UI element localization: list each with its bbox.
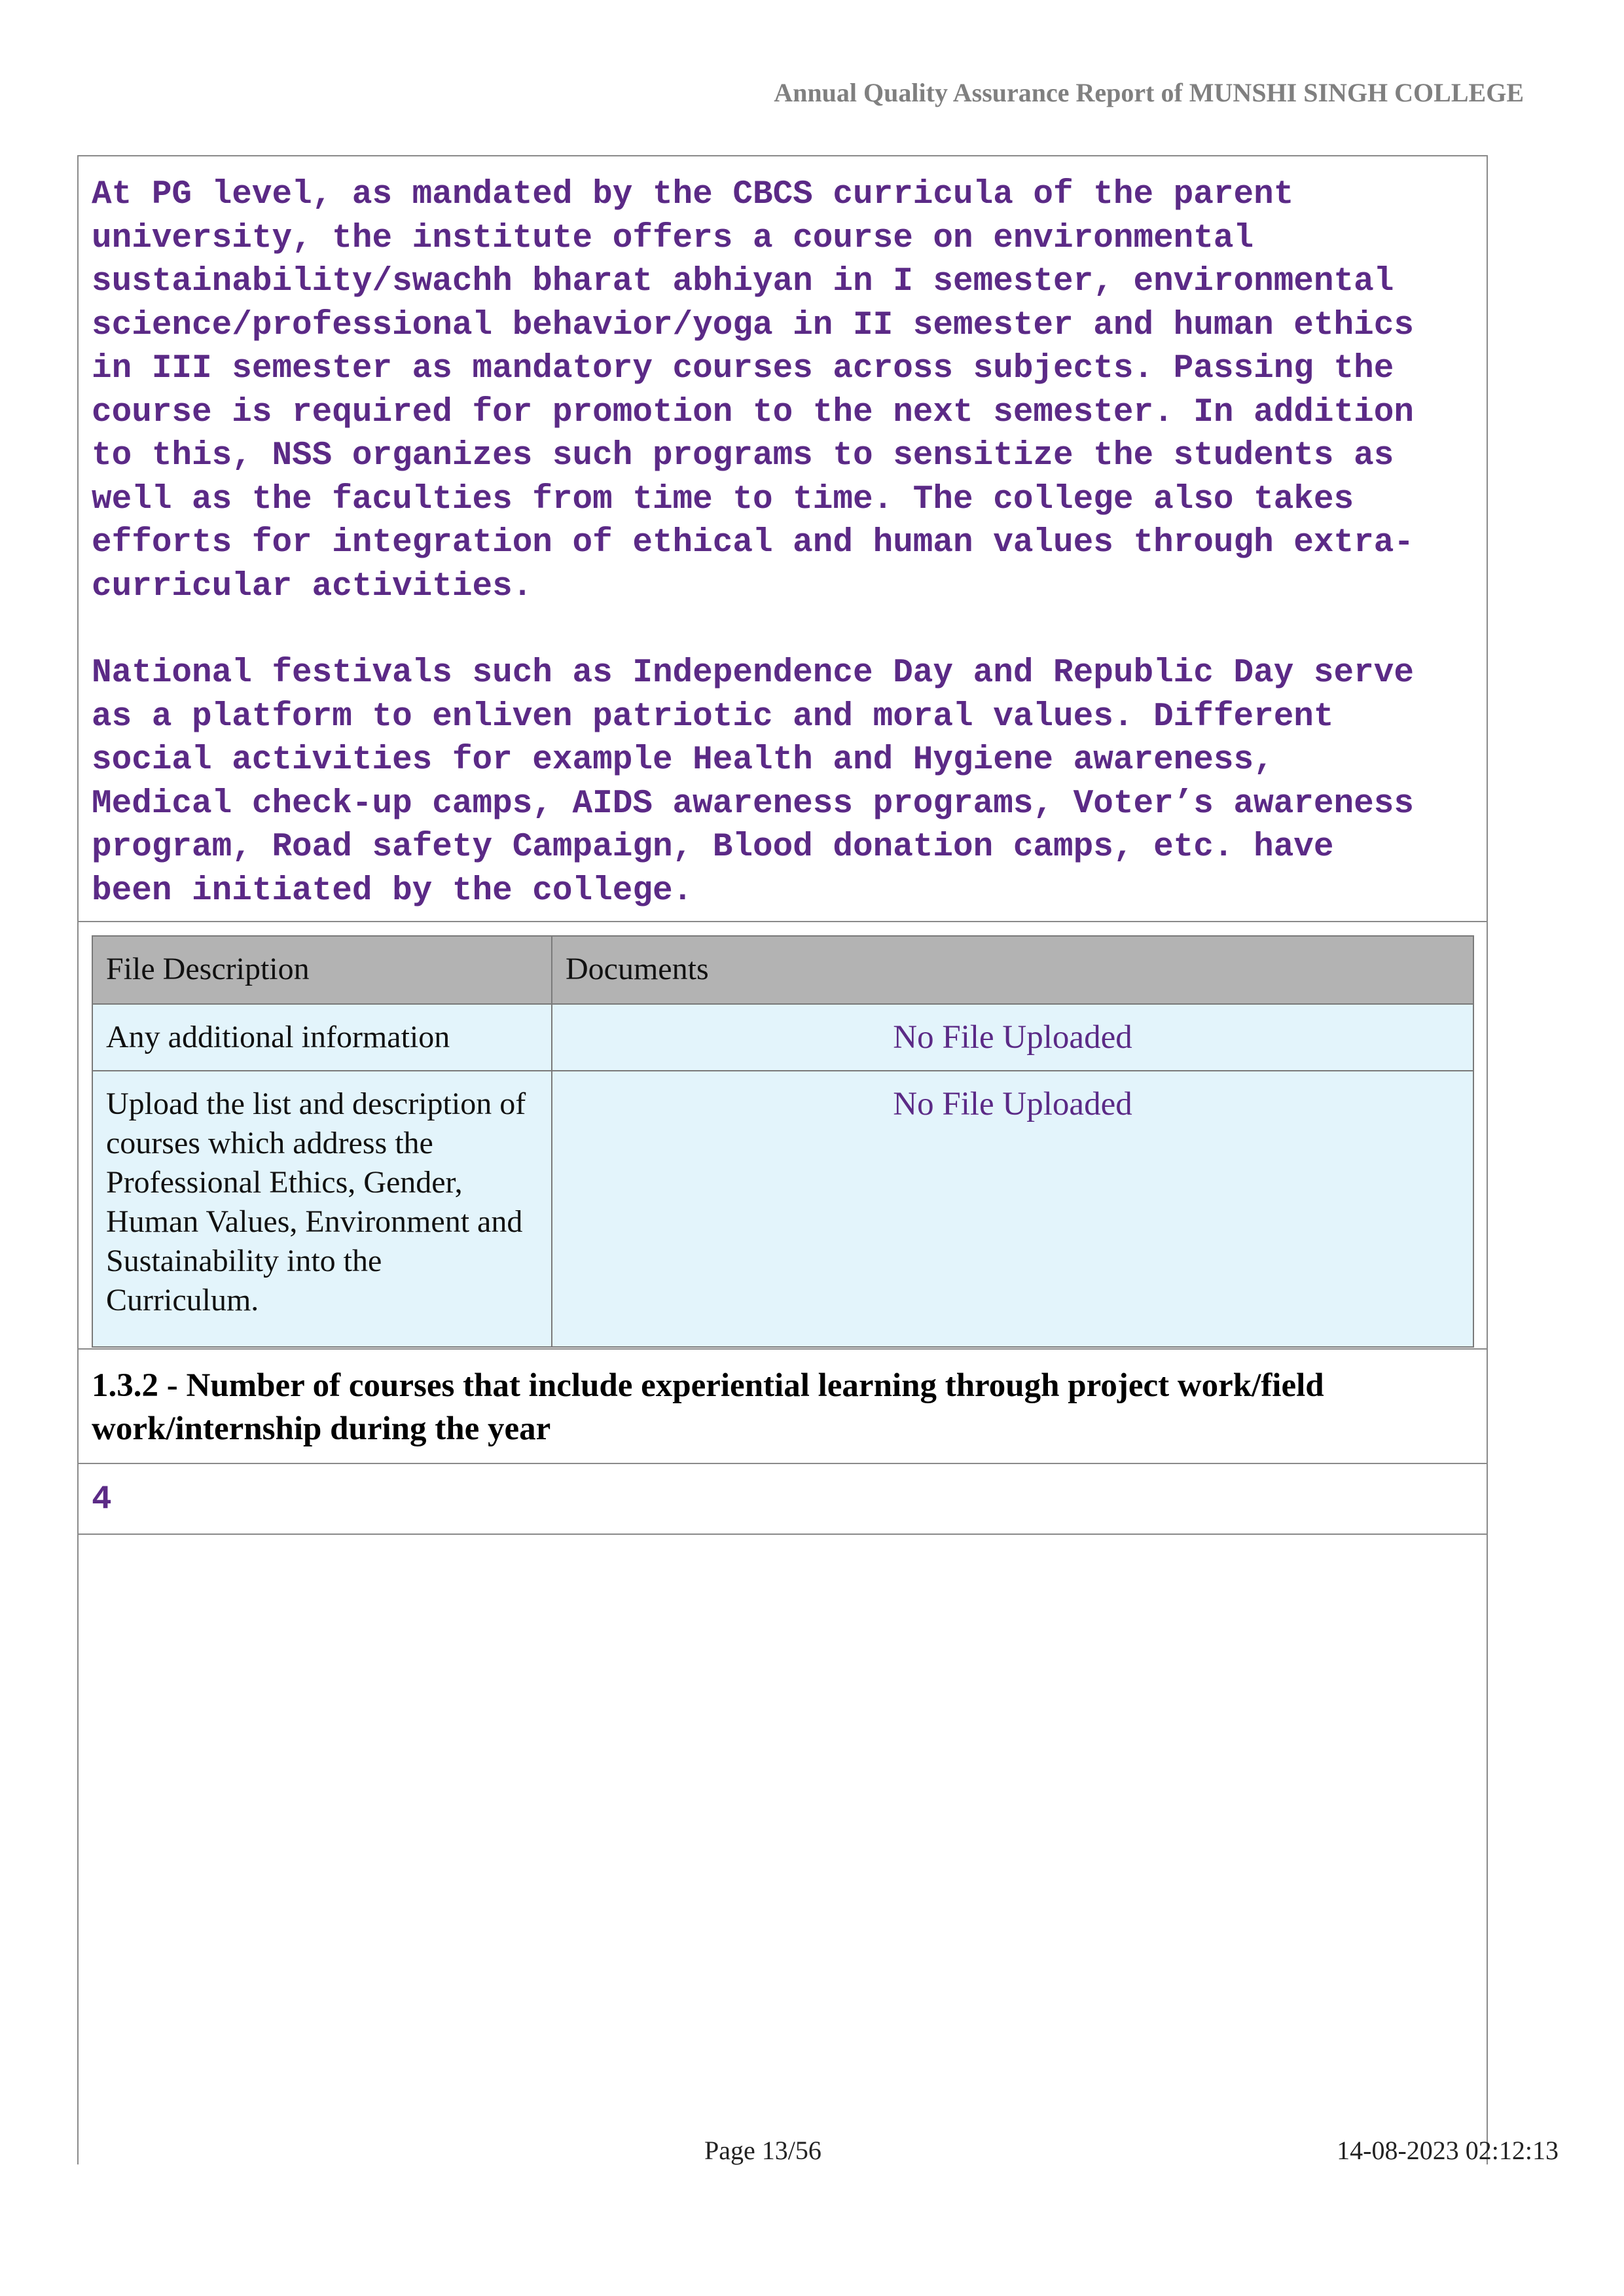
page-number: Page 13/56: [704, 2136, 821, 2165]
column-header-file-description: File Description: [92, 936, 552, 1004]
file-table: [92, 935, 1474, 1348]
document-status-cell: No File Uploaded: [552, 1004, 1473, 1071]
table-header-row: [92, 936, 1473, 1004]
report-header-title: Annual Quality Assurance Report of MUNSHI SINGH COLLEGE: [774, 78, 1524, 107]
generated-timestamp: 14-08-2023 02:12:13: [1337, 2136, 1559, 2165]
answer-section: [79, 1464, 1487, 1535]
answer-value: 4: [92, 1481, 112, 1518]
description-paragraph-2: National festivals such as Independence Day and Republic Day serve as a platform to enliven patriotic and moral values. Different social activities for example Health and Hygiene awareness, Medical check-up camps, AIDS awareness programs, Voter’s awareness program, Road safety Campaign, Blood donation camps, etc. have been initiated by the college.: [92, 655, 1414, 910]
document-status-cell: No File Uploaded: [552, 1071, 1473, 1347]
column-header-documents: Documents: [552, 936, 1473, 1004]
description-section: [79, 156, 1487, 922]
file-table-section: [79, 922, 1487, 1350]
file-description-cell: Any additional information: [92, 1004, 552, 1071]
content-frame: [77, 155, 1488, 2164]
file-description-cell: Upload the list and description of courses which address the Professional Ethics, Gender, Human Values, Environment and Sustainability into the Curriculum.: [92, 1071, 552, 1347]
question-section: [79, 1350, 1487, 1464]
description-paragraph-1: At PG level, as mandated by the CBCS curricula of the parent university, the institute offers a course on environmental sustainability/swachh bharat abhiyan in I semester, environmental science/professional behavior/yoga in II semester and human ethics in III semester as mandatory courses across subjects. Passing the course is required for promotion to the next semester. In addition to this, NSS organizes such programs to sensitize the students as well as the faculties from time to time. The college also takes efforts for integration of ethical and human values through extra- curricular activities.: [92, 176, 1414, 605]
question-title: 1.3.2 - Number of courses that include experiential learning through project work/field work/internship during the year: [92, 1367, 1324, 1447]
table-row: [92, 1071, 1473, 1347]
table-row: [92, 1004, 1473, 1071]
